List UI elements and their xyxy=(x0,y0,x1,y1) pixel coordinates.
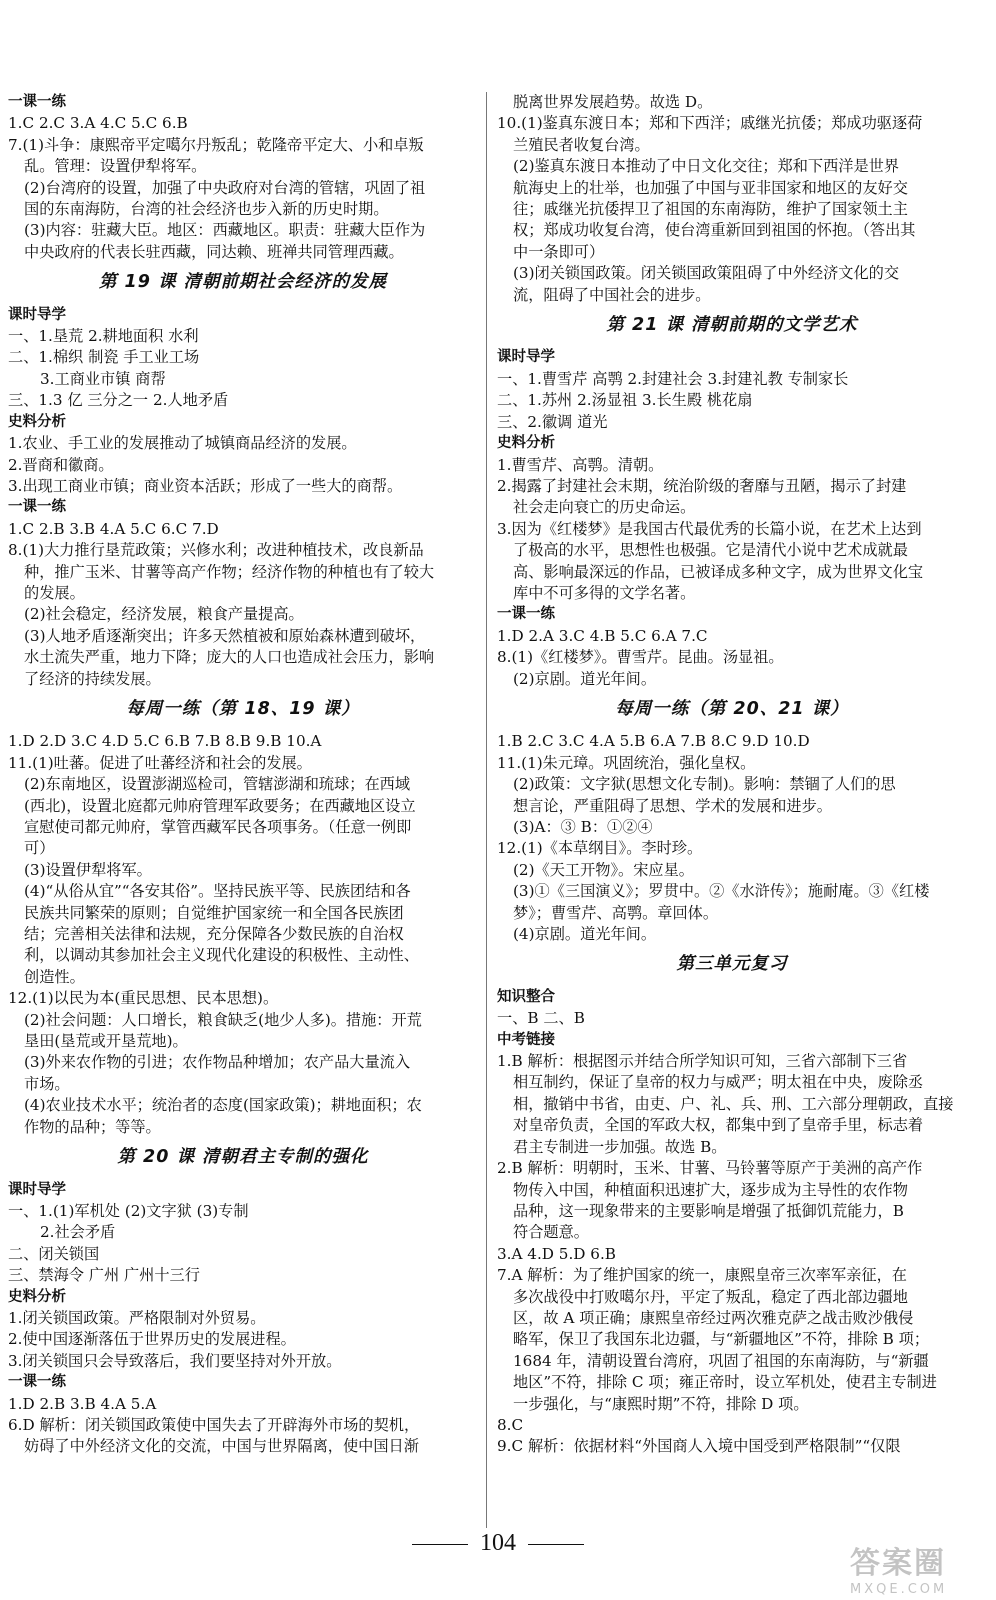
section-heading: 史料分析 xyxy=(8,1288,66,1305)
answer-line: 垦田(垦荒或开垦荒地)。 xyxy=(24,1032,188,1051)
answer-line: 梦》；曹雪芹、高鹗。章回体。 xyxy=(513,903,719,922)
answer-line: 1.C 2.C 3.A 4.C 5.C 6.B xyxy=(8,114,188,133)
answer-line: 脱离世界发展趋势。故选 D。 xyxy=(513,93,713,111)
answer-line: (2)政策：文字狱(思想文化专制)。影响：禁锢了人们的思 xyxy=(513,775,896,794)
answer-line: 一、B 二、B xyxy=(497,1009,585,1028)
answer-line: 相，撤销中书省，由吏、户、礼、兵、刑、工六部分理朝政，直接 xyxy=(513,1094,954,1113)
answer-line: 一、1.曹雪芹 高鹗 2.封建社会 3.封建礼教 专制家长 xyxy=(497,369,849,388)
lesson-title: 第 21 课 清朝前期的文学艺术 xyxy=(606,315,858,336)
answer-line: 相互制约，保证了皇帝的权力与威严；明太祖在中央，废除丞 xyxy=(513,1073,924,1092)
answer-line: 二、闭关锁国 xyxy=(8,1244,100,1263)
answer-line: (3)闭关锁国政策。闭关锁国政策阻碍了中外经济文化的交 xyxy=(513,264,900,283)
answer-line: (4)农业技术水平；统治者的态度(国家政策)；耕地面积；农 xyxy=(24,1096,422,1115)
lesson-title: 每周一练（第 18、19 课） xyxy=(126,698,360,719)
answer-line: 国的东南海防，台湾的社会经济也步入新的历史时期。 xyxy=(24,200,389,219)
section-heading: 课时导学 xyxy=(8,1181,66,1198)
watermark-logo xyxy=(850,1538,990,1596)
section-heading: 史料分析 xyxy=(8,413,66,430)
section-heading: 一课一练 xyxy=(497,606,555,623)
answer-line: 航海史上的壮举，也加强了中国与亚非国家和地区的友好交 xyxy=(513,178,908,197)
answer-line: 2.揭露了封建社会末期，统治阶级的奢靡与丑陋，揭示了封建 xyxy=(497,476,907,495)
answer-line: (3)内容：驻藏大臣。地区：西藏地区。职责：驻藏大臣作为 xyxy=(24,221,426,240)
answer-line: (2)东南地区，设置澎湖巡检司，管辖澎湖和琉球；在西域 xyxy=(24,775,411,794)
answer-line: 7.A 解析：为了维护国家的统一，康熙皇帝三次率军亲征，在 xyxy=(497,1266,907,1285)
section-heading: 知识整合 xyxy=(497,988,555,1005)
answer-line: 中一条即可） xyxy=(513,242,605,261)
answer-line: 民族共同繁荣的原则；自觉维护国家统一和全国各民族团 xyxy=(24,903,404,922)
answer-line: 结；完善相关法律和法规，充分保障各少数民族的自治权 xyxy=(24,925,404,944)
answer-line: 3.闭关锁国只会导致落后，我们要坚持对外开放。 xyxy=(8,1351,342,1370)
answer-line: 对皇帝负责，全国的军政大权，都集中到了皇帝手里，标志着 xyxy=(513,1116,924,1135)
watermark-brand: 答案圈 xyxy=(850,1546,946,1581)
answer-line: 物传入中国，种植面积迅速扩大，逐步成为主导性的农作物 xyxy=(513,1180,908,1199)
answer-line: 一、1.垦荒 2.耕地面积 水利 xyxy=(8,327,199,346)
answer-line: 1.D 2.A 3.C 4.B 5.C 6.A 7.C xyxy=(497,626,708,645)
answer-line: (西北)，设置北庭都元帅府管理军政要务；在西藏地区设立 xyxy=(24,796,416,815)
answer-line: (3)A：③ B：①②④ xyxy=(513,818,653,836)
answer-line: 市场。 xyxy=(24,1074,70,1093)
answer-line: 9.C 解析：依据材料“外国商人入境中国受到严格限制”“仅限 xyxy=(497,1437,901,1456)
answer-line: 一、1.(1)军机处 (2)文字狱 (3)专制 xyxy=(8,1201,249,1220)
answer-line: (3)人地矛盾逐渐突出；许多天然植被和原始森林遭到破坏， xyxy=(24,626,426,645)
answer-line: 高、影响最深远的作品，已被译成多种文字，成为世界文化宝 xyxy=(513,562,924,581)
answer-line: 12.(1)以民为本(重民思想、民本思想)。 xyxy=(8,989,279,1008)
answer-line: (2)鉴真东渡日本推动了中日文化交往；郑和下西洋是世界 xyxy=(513,157,900,176)
answer-line: 6.D 解析：闭关锁国政策使中国失去了开辟海外市场的契机， xyxy=(8,1415,420,1434)
answer-line: 3.A 4.D 5.D 6.B xyxy=(497,1244,616,1263)
watermark-site: MXQE.COM xyxy=(850,1582,948,1597)
answer-line: 水土流失严重，地力下降；庞大的人口也造成社会压力，影响 xyxy=(24,648,435,667)
section-heading: 课时导学 xyxy=(8,306,66,323)
right-column xyxy=(497,92,967,1458)
answer-line: 品种，这一现象带来的主要影响是增强了抵御饥荒能力，B xyxy=(513,1201,904,1220)
answer-line: (3)设置伊犁将军。 xyxy=(24,860,152,879)
lesson-title: 第三单元复习 xyxy=(676,954,788,975)
answer-line: 作物的品种；等等。 xyxy=(24,1117,161,1136)
answer-line: 权；郑成功收复台湾，使台湾重新回到祖国的怀抱。（答出其 xyxy=(513,221,916,240)
answer-line: 三、1.3 亿 三分之一 2.人地矛盾 xyxy=(8,391,229,410)
lesson-title: 第 19 课 清朝前期社会经济的发展 xyxy=(98,272,388,293)
answer-line: 中央政府的代表长驻西藏，同达赖、班禅共同管理西藏。 xyxy=(24,242,404,261)
answer-line: 3.出现工商业市镇；商业资本活跃；形成了一些大的商帮。 xyxy=(8,476,403,495)
answer-line: 11.(1)朱元璋。巩固统治，强化皇权。 xyxy=(497,753,756,772)
answer-line: (4)“从俗从宜”“各安其俗”。坚持民族平等、民族团结和各 xyxy=(24,882,411,901)
answer-line: (2)京剧。道光年间。 xyxy=(513,669,657,688)
answer-line: 1.曹雪芹、高鹗。清朝。 xyxy=(497,455,664,474)
answer-line: 了极高的水平，思想性也极强。它是清代小说中艺术成就最 xyxy=(513,541,908,560)
answer-line: 8.C xyxy=(497,1415,524,1434)
answer-line: (3)①《三国演义》；罗贯中。②《水浒传》；施耐庵。③《红楼 xyxy=(513,882,930,901)
answer-line: 可） xyxy=(24,839,55,858)
answer-line: (2)社会问题：人口增长，粮食缺乏(地少人多)。措施：开荒 xyxy=(24,1010,422,1029)
answer-line: 宣慰使司都元帅府，掌管西藏军民各项事务。（任意一例即 xyxy=(24,818,412,836)
lesson-title: 每周一练（第 20、21 课） xyxy=(615,698,849,719)
answer-line: 了经济的持续发展。 xyxy=(24,669,161,688)
answer-line: 三、禁海令 广州 广州十三行 xyxy=(8,1266,200,1285)
lesson-title: 第 20 课 清朝君主专制的强化 xyxy=(117,1147,369,1168)
answer-line: 种，推广玉米、甘薯等高产作物；经济作物的种植也有了较大 xyxy=(24,562,435,581)
answer-line: 3.工商业市镇 商帮 xyxy=(40,369,166,388)
answer-line: 2.社会矛盾 xyxy=(40,1223,116,1242)
answer-line: 1.B 2.C 3.C 4.A 5.B 6.A 7.B 8.C 9.D 10.D xyxy=(497,732,810,751)
answer-line: 多次战役中打败噶尔丹，平定了叛乱，稳定了西北部边疆地 xyxy=(513,1287,908,1306)
section-heading: 中考链接 xyxy=(497,1031,555,1048)
answer-line: 10.(1)鉴真东渡日本；郑和下西洋；戚继光抗倭；郑成功驱逐荷 xyxy=(497,114,923,133)
answer-line: 2.晋商和徽商。 xyxy=(8,455,114,474)
answer-line: 兰殖民者收复台湾。 xyxy=(513,135,650,154)
answer-line: 1.闭关锁国政策。严格限制对外贸易。 xyxy=(8,1308,266,1327)
answer-line: 2.B 解析：明朝时，玉米、甘薯、马铃薯等原产于美洲的高产作 xyxy=(497,1159,923,1178)
answer-line: 社会走向衰亡的历史命运。 xyxy=(513,498,696,517)
answer-line: (2)《天工开物》。宋应星。 xyxy=(513,860,694,879)
answer-line: 二、1.苏州 2.汤显祖 3.长生殿 桃花扇 xyxy=(497,391,753,410)
section-heading: 一课一练 xyxy=(8,1374,66,1391)
answer-line: 区，故 A 项正确；康熙皇帝经过两次雅克萨之战击败沙俄侵 xyxy=(513,1308,914,1327)
answer-line: (2)社会稳定，经济发展，粮食产量提高。 xyxy=(24,605,304,624)
answer-line: 1.B 解析：根据图示并结合所学知识可知，三省六部制下三省 xyxy=(497,1052,908,1071)
answer-line: 君主专制进一步加强。故选 B。 xyxy=(513,1137,727,1156)
answer-line: 二、1.棉织 制瓷 手工业工场 xyxy=(8,348,200,367)
answer-line: 想言论，严重阻碍了思想、学术的发展和进步。 xyxy=(513,796,832,815)
section-heading: 一课一练 xyxy=(8,499,66,516)
answer-line: 2.使中国逐渐落伍于世界历史的发展进程。 xyxy=(8,1330,296,1349)
answer-line: 三、2.徽调 道光 xyxy=(497,412,608,431)
answer-line: 乱。管理：设置伊犁将军。 xyxy=(24,157,207,176)
answer-line: 利，以调动其参加社会主义现代化建设的积极性、主动性、 xyxy=(24,946,419,965)
answer-line: 地区”不符，排除 C 项；雍正帝时，设立军机处，使君主专制进 xyxy=(513,1373,937,1392)
answer-line: 12.(1)《本草纲目》。李时珍。 xyxy=(497,839,703,858)
answer-line: 1.D 2.D 3.C 4.D 5.C 6.B 7.B 8.B 9.B 10.A xyxy=(8,732,322,751)
page-number xyxy=(0,1530,996,1557)
page-rule-left xyxy=(412,1544,468,1545)
answer-line: 1.C 2.B 3.B 4.A 5.C 6.C 7.D xyxy=(8,519,219,538)
answer-line: 往；戚继光抗倭捍卫了祖国的东南海防，维护了国家领土主 xyxy=(513,200,908,219)
answer-line: 1.农业、手工业的发展推动了城镇商品经济的发展。 xyxy=(8,434,357,453)
answer-line: (4)京剧。道光年间。 xyxy=(513,925,657,944)
answer-line: 3.因为《红楼梦》是我国古代最优秀的长篇小说，在艺术上达到 xyxy=(497,519,922,538)
answer-line: 略军，保卫了我国东北边疆，与“新疆地区”不符，排除 B 项； xyxy=(513,1330,930,1349)
answer-line: 一步强化，与“康熙时期”不符，排除 D 项。 xyxy=(513,1394,809,1413)
answer-line: 1.D 2.B 3.B 4.A 5.A xyxy=(8,1394,157,1413)
section-heading: 课时导学 xyxy=(497,349,555,366)
page-rule-right xyxy=(528,1544,584,1545)
answer-line: 创造性。 xyxy=(24,967,85,986)
answer-line: 符合题意。 xyxy=(513,1223,589,1242)
answer-line: 8.(1)《红楼梦》。曹雪芹。昆曲。汤显祖。 xyxy=(497,648,784,667)
answer-line: 1684 年，清朝设置台湾府，巩固了祖国的东南海防，与“新疆 xyxy=(513,1351,929,1370)
section-heading: 史料分析 xyxy=(497,435,555,452)
answer-line: (2)台湾府的设置，加强了中央政府对台湾的管辖，巩固了祖 xyxy=(24,178,426,197)
column-divider xyxy=(486,92,487,1528)
answer-line: 妨碍了中外经济文化的交流，中国与世界隔离，使中国日渐 xyxy=(24,1437,419,1456)
answer-line: 8.(1)大力推行垦荒政策；兴修水利；改进种植技术，改良新品 xyxy=(8,541,424,560)
left-column xyxy=(8,92,478,1458)
page-number-text: 104 xyxy=(480,1530,516,1556)
answer-line: 11.(1)吐蕃。促进了吐蕃经济和社会的发展。 xyxy=(8,753,312,772)
answer-line: 库中不可多得的文学名著。 xyxy=(513,583,696,602)
answer-line: (3)外来农作物的引进；农作物品种增加；农产品大量流入 xyxy=(24,1053,411,1072)
answer-line: 7.(1)斗争：康熙帝平定噶尔丹叛乱；乾隆帝平定大、小和卓叛 xyxy=(8,135,424,154)
section-heading: 一课一练 xyxy=(8,94,66,110)
answer-line: 的发展。 xyxy=(24,583,85,602)
answer-line: 流，阻碍了中国社会的进步。 xyxy=(513,285,711,304)
